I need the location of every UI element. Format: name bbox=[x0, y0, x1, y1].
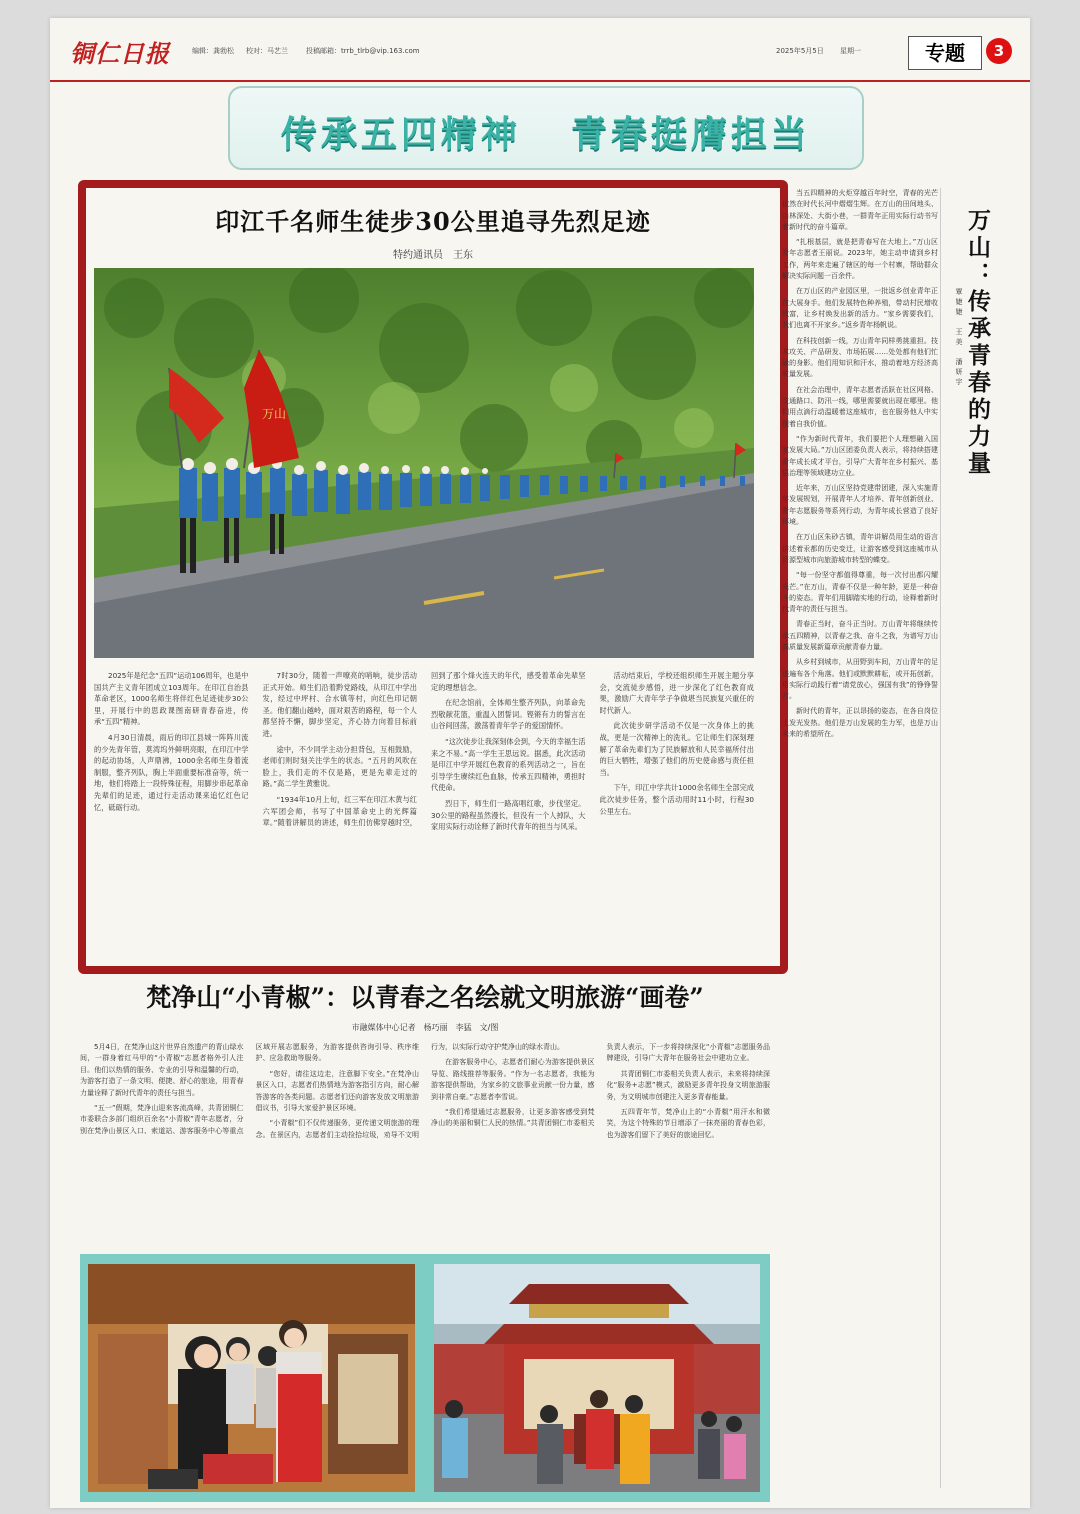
theme-banner bbox=[228, 86, 864, 170]
paragraph: 在万山区朱砂古镇，青年讲解员用生动的语言讲述着汞都的历史变迁，让游客感受到这座城市从资源型城市向旅游城市转型的蝶变。 bbox=[782, 533, 938, 564]
paragraph: “扎根基层，就是把青春写在大地上。”万山区青年志愿者王丽说。2023年，她主动申请到乡村工作，两年来走遍了辖区的每一个村寨，帮助群众解决实际问题一百余件。 bbox=[782, 238, 938, 281]
paragraph: 4月30日清晨，雨后的印江县城一阵阵川流的少先青年管，莫湾坞外鲜明亮眼，在印江中学的起动协场，人声鼎沸，1000余名师生身着流制服，整齐列队，胸上半面重要标准奋等，统一地，他们将踏上一段特殊征程，用脚步串起革命先辈们的足迹，通过行走活动课来追忆红色记忆，砥砺行动。 bbox=[94, 732, 249, 812]
side-article-title: 万山：传承青春的力量 bbox=[964, 208, 991, 478]
column-divider bbox=[940, 188, 941, 1488]
paragraph: 下午，印江中学共计1000余名师生全部完成此次徒步任务，整个活动用时11小时，行程30公里左右。 bbox=[599, 783, 754, 816]
paragraph: 在万山区的产业园区里，一批返乡创业青年正在大展身手。他们发展特色种养殖，带动村民增收致富，让乡村焕发出新的活力。“家乡需要我们，我们也离不开家乡。”返乡青年杨帆说。 bbox=[782, 287, 938, 330]
paragraph: “您好，请往这边走，注意脚下安全。”在梵净山景区入口，志愿者们热情地为游客指引方向，耐心解答游客的各类问题。志愿者们还向游客发放文明旅游倡议书，引导大家爱护景区环境。 bbox=[255, 1069, 419, 1113]
side-article-body bbox=[782, 188, 938, 1488]
paragraph: 从乡村到城市，从田野到车间，万山青年的足迹遍布各个角落。他们或默默耕耘，或开拓创新，用实际行动践行着“请党放心，强国有我”的铮铮誓言。 bbox=[782, 658, 938, 701]
paragraph: 青春正当时，奋斗正当时。万山青年将继续传承五四精神，以青春之我、奋斗之我，为谱写万山高质量发展新篇章贡献青春力量。 bbox=[782, 620, 938, 651]
paragraph: 途中，不少同学主动分担背包，互相鼓励，老师们则时刻关注学生的状态。“五月的风吹在脸上，我们走的不仅是路，更是先辈走过的路。”高二学生黄雅说。 bbox=[262, 744, 417, 789]
issue-date: 2025年5月5日 bbox=[776, 47, 824, 55]
side-article-authors: 覃婕婕 王美 潘妍宇 bbox=[955, 288, 963, 388]
scenic-area-photo bbox=[434, 1264, 760, 1492]
paragraph: 近年来，万山区坚持党建带团建，深入实施青年发展规划，开展青年人才培养、青年创新创业、青年志愿服务等系列行动，为青年成长营造了良好环境。 bbox=[782, 484, 938, 527]
paragraph: 2025年是纪念“五四”运动106周年，也是中国共产主义青年团成立103周年。在印江自治县革命老区，1000名师生将伴红色足迹徒步30公里，开展行中的思政课图南研青春奋进，传承“五四”精神。 bbox=[94, 671, 249, 727]
paragraph: “五一”假期，梵净山迎来客流高峰，共青团铜仁市委联合多部门组织百余名“小青椒”青年志愿者，分别在梵净山景区入口、索道站、游客服务中心等重点区域开展志愿服务，为游客提供咨询引导、秩序维护、应急救助等服务。 bbox=[80, 1043, 419, 1135]
paragraph: “作为新时代青年，我们要把个人理想融入国家发展大局。”万山区团委负责人表示，将持续搭建青年成长成才平台，引导广大青年在乡村振兴、基层治理等领域建功立业。 bbox=[782, 434, 938, 477]
newspaper-logo: 铜仁日报 bbox=[70, 39, 170, 68]
article-byline: 特约通讯员 王东 bbox=[393, 250, 473, 261]
issue-weekday: 星期一 bbox=[840, 47, 861, 55]
banner-slogan-right: 青春挺膺担当 bbox=[571, 114, 812, 155]
paragraph: 此次徒步研学活动不仅是一次身体上的挑战，更是一次精神上的洗礼。它让师生们深刻理解了革命先辈们为了民族解放和人民幸福所付出的巨大牺牲，增强了他们的历史使命感与责任担当。 bbox=[599, 721, 754, 777]
paragraph: “我们希望通过志愿服务，让更多游客感受到梵净山的美丽和铜仁人民的热情。”共青团铜仁市委相关负责人表示，下一步将持续深化“小青椒”志愿服务品牌建设，引导广大青年在服务社会中建功立业。 bbox=[431, 1043, 770, 1128]
paragraph: 在纪念馆前，全体师生整齐列队，向革命先烈敬献花篮，重温入团誓词。铿锵有力的誓言在山谷间回荡，激荡着青年学子的爱国情怀。 bbox=[431, 698, 586, 731]
paragraph: 共青团铜仁市委相关负责人表示，未来将持续深化“服务+志愿”模式，激励更多青年投身文明旅游服务，为文明城市创建注入更多青春能量。 bbox=[606, 1069, 770, 1101]
submission-email: 投稿邮箱：trrb_tlrb@vip.163.com bbox=[306, 47, 420, 55]
photo-frame bbox=[80, 1254, 770, 1502]
paragraph: “小青椒”们不仅传递服务，更传递文明旅游的理念。在景区内，志愿者们主动捡拾垃圾，劝导不文明行为，以实际行动守护梵净山的绿水青山。 bbox=[255, 1043, 564, 1139]
paragraph: 在社会治理中，青年志愿者活跃在社区网格、交通路口、防汛一线，哪里需要就出现在哪里。他们用点滴行动温暖着这座城市，也在服务他人中实现着自我价值。 bbox=[782, 385, 938, 428]
newspaper-page bbox=[50, 18, 1030, 1508]
side-article-header bbox=[950, 208, 1002, 508]
second-article-title: 梵净山“小青椒”：以青春之名绘就文明旅游“画卷” bbox=[146, 983, 704, 1012]
paragraph: “1934年10月上旬，红三军在印江木黄与红六军团会师，书写了中国革命史上的光辉篇章。”随着讲解员的讲述，师生们仿佛穿越时空，回到了那个烽火连天的年代，感受着革命先辈坚定的理想信念。 bbox=[262, 671, 586, 828]
paragraph: “每一份坚守都值得尊重，每一次付出都闪耀光芒。”在万山，青春不仅是一种年龄，更是一种奋斗的姿态。青年们用脚踏实地的行动，诠释着新时代青年的责任与担当。 bbox=[782, 571, 938, 614]
section-label: 专题 bbox=[908, 36, 982, 70]
paragraph: 烈日下，师生们一路高唱红歌，步伐坚定。30公里的路程虽然漫长，但没有一个人掉队，大家用实际行动诠释了新时代青年的担当与风采。 bbox=[431, 798, 586, 832]
paragraph: 五四青年节，梵净山上的“小青椒”用汗水和微笑，为这个特殊的节日增添了一抹亮丽的青春色彩，也为游客们留下了美好的旅途回忆。 bbox=[606, 1108, 770, 1139]
editor-credit: 编辑：龚勃松 bbox=[192, 47, 234, 55]
paragraph: 在科技创新一线，万山青年同样勇挑重担。技术攻关、产品研发、市场拓展……处处都有他们忙碌的身影。他们用知识和汗水，推动着地方经济高质量发展。 bbox=[782, 336, 938, 379]
paragraph: 新时代的青年，正以昂扬的姿态，在各自岗位上发光发热。他们是万山发展的生力军，也是万山未来的希望所在。 bbox=[782, 707, 938, 739]
paragraph: “这次徒步让我深刻体会到，今天的幸福生活来之不易。”高一学生王思远说。据悉，此次活动是印江中学开展红色教育的系列活动之一，旨在引导学生赓续红色血脉，传承五四精神，勇担时代使命。 bbox=[431, 736, 586, 793]
paragraph: 7时30分，随着一声嘹亮的哨响，徒步活动正式开始。师生们沿着黔党路线，从印江中学出发，经过中坪村、合水镇等村，向红色印记朝圣。他们翻山越岭，面对艰苦的路程，每一个人都坚持不懈，脚步坚定，齐心协力向着目标前进。 bbox=[262, 671, 417, 738]
article-body bbox=[94, 670, 754, 952]
banner-slogan bbox=[230, 106, 862, 157]
hiking-photo bbox=[94, 268, 754, 658]
paragraph: 5月4日，在梵净山这片世界自然遗产的青山绿水间，一群身着红马甲的“小青椒”志愿者格外引人注目。他们以热情的服务、专业的引导和温馨的行动，为游客打造了一条文明、便捷、舒心的旅途，用青春力量诠释了新时代青年的责任与担当。 bbox=[80, 1043, 244, 1097]
second-article-byline: 市融媒体中心记者 杨巧丽 李猛 文/图 bbox=[351, 1023, 499, 1032]
paragraph: 活动结束后，学校还组织师生开展主题分享会，交流徒步感悟，进一步深化了红色教育成果，激励广大青年学子争做堪当民族复兴重任的时代新人。 bbox=[599, 671, 754, 715]
banner-slogan-left: 传承五四精神 bbox=[280, 114, 521, 155]
volunteer-service-photo bbox=[88, 1264, 415, 1492]
paragraph: 在游客服务中心，志愿者们耐心为游客提供景区导览、路线推荐等服务。“作为一名志愿者，我能为游客提供帮助，为家乡的文旅事业贡献一份力量，感到非常自豪。”志愿者李雪说。 bbox=[431, 1058, 595, 1101]
flag-lettering: 万山 bbox=[262, 407, 287, 421]
second-article-body bbox=[80, 1042, 770, 1252]
page-number: 3 bbox=[986, 38, 1012, 64]
paragraph: 当五四精神的火炬穿越百年时空，青春的光芒依然在时代长河中熠熠生辉。在万山的田间地头、山林深处、大街小巷，一群青年正用实际行动书写着新时代的奋斗篇章。 bbox=[782, 189, 938, 231]
masthead bbox=[50, 18, 1030, 82]
featured-article bbox=[78, 180, 788, 974]
article-title: 印江千名师生徒步30公里追寻先烈足迹 bbox=[215, 207, 651, 236]
proofreader-credit: 校对：马艺兰 bbox=[246, 47, 288, 55]
